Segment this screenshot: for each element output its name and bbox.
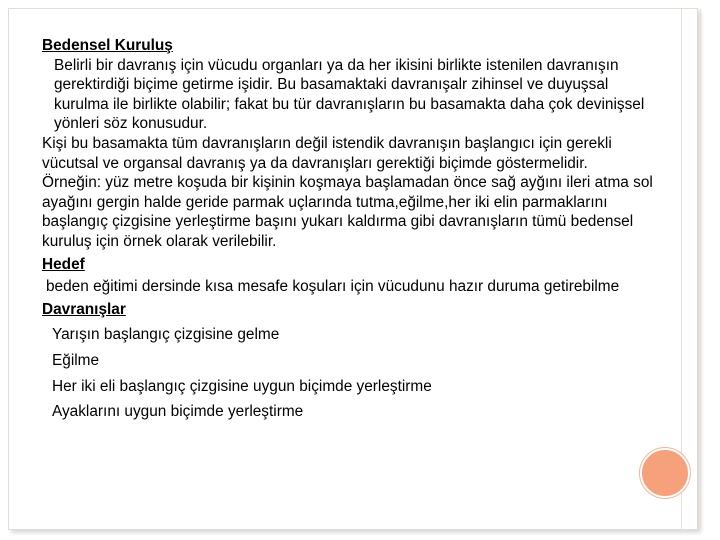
heading-bedensel-kurulus: Bedensel Kuruluş: [42, 37, 173, 54]
paragraph-definition: Belirli bir davranış için vücudu organları ya da her ikisini birlikte istenilen davranışın gerektirdiği biçime getirme işidir. Bu basamaktaki davranışalr zihinsel ve duyuşsal kurulma ile birlikte olabilir; fakat bu tür davranışların bu basamakta daha çok devinişsel yönleri söz konusudur.: [54, 56, 645, 133]
heading-hedef: Hedef: [42, 255, 85, 273]
heading-davranislar: Davranışlar: [42, 300, 126, 318]
goal-text: beden eğitimi dersinde kısa mesafe koşuları için vücudunu hazır duruma getirebilme: [46, 278, 620, 296]
decorative-orange-circle: [640, 448, 690, 498]
paragraph-example: Örneğin: yüz metre koşuda bir kişinin koşmaya başlamadan önce sağ ayğını ileri atma sol ayağını gergin halde geride parmak uçlarında tutma,eğilme,her iki elin parmaklarını başlangıç çizgisine yerleştirme başını yukarı kaldırma gibi davranışların tümü bedensel kuruluş için örnek olarak verilebilir.: [42, 174, 653, 250]
behavior-item: Eğilme: [52, 351, 100, 369]
behavior-item: Her iki eli başlangıç çizgisine uygun biçimde yerleştirme: [52, 377, 432, 395]
paragraph-requirement: Kişi bu basamakta tüm davranışların değil istendik davranışın başlangıcı için gerekli vücutsal ve organsal davranış ya da davranışları gerektiği biçimde göstermelidir.: [42, 134, 612, 172]
decorative-side-rail: [681, 9, 701, 529]
slide-content: [42, 36, 667, 422]
behavior-item: Ayaklarını uygun biçimde yerleştirme: [52, 403, 304, 421]
behavior-item: Yarışın başlangıç çizgisine gelme: [52, 326, 280, 344]
